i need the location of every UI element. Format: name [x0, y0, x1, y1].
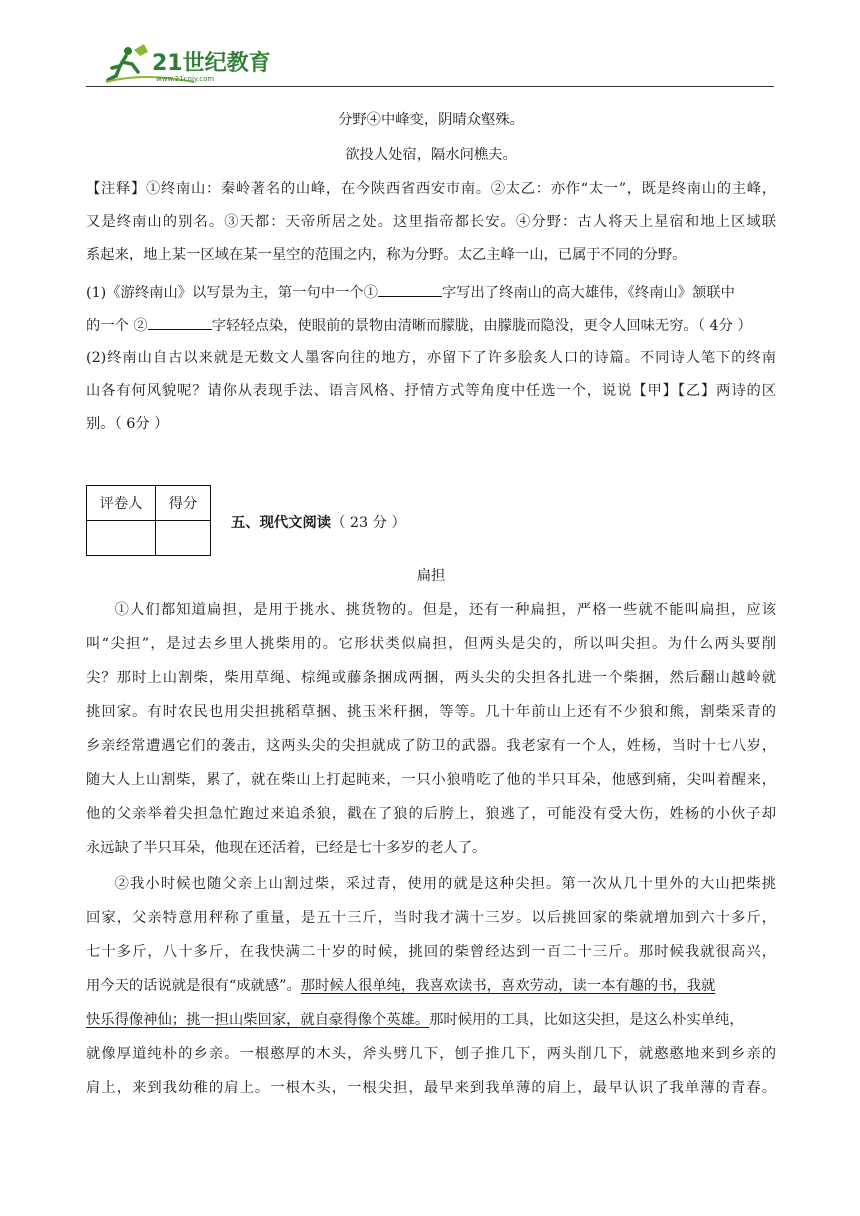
underlined-sentence: 那时候人很单纯，我喜欢读书，喜欢劳动，读一本有趣的书，我就: [300, 978, 716, 994]
paragraph-line: 挑回家。有时农民也用尖担挑稻草捆、挑玉米秆捆，等等。几十年前山上还有不少狼和熊，割柴采青的: [86, 704, 776, 720]
paragraph-line: 肩上，来到我幼稚的肩上。一根木头，一根尖担，最早来到我单薄的肩上，最早认识了我单薄的青春。: [86, 1080, 776, 1096]
section-title: 五、现代文阅读（ 23 分 ）: [231, 515, 406, 531]
question-1: (1)《游终南山》以写景为主，第一句中一个① 字写出了终南山的高大雄伟，《终南山》颔联中: [86, 282, 776, 303]
notes-line: 系起来，地上某一区域在某一星空的范围之内，称为分野。太乙主峰一山，已属于不同的分野。: [86, 247, 687, 263]
notes-line: 又是终南山的别名。③天都：天帝所居之处。这里指帝都长安。④分野：古人将天上星宿和地上区域联: [86, 214, 776, 230]
score-cell-grader[interactable]: [87, 521, 156, 556]
logo-url: www.21cnjy.com: [156, 75, 215, 83]
paragraph-line: 回家，父亲特意用秤称了重量，是五十三斤，当时我才满十三岁。以后挑回家的柴就增加到六十多斤，: [86, 910, 776, 926]
paragraph-line: 乡亲经常遭遇它们的袭击，这两头尖的尖担就成了防卫的武器。我老家有一个人，姓杨，当时十七八岁，: [86, 738, 776, 754]
underlined-sentence: 快乐得像神仙；挑一担山柴回家，就自豪得像个英雄。: [86, 1012, 430, 1028]
header-rule: [86, 86, 774, 87]
question-1-cont: 的一个 ② 字轻轻点染，使眼前的景物由清晰而朦胧，由朦胧而隐没，更令人回味无穷。（ 4分 ）: [86, 315, 776, 336]
paragraph-line: 用今天的话说就是很有“成就感”。那时候人很单纯，我喜欢读书，喜欢劳动，读一本有趣的书，我就: [86, 978, 716, 994]
logo: [104, 42, 280, 84]
paragraph-line: 他的父亲举着尖担急忙跑过来追杀狼，戳在了狼的后胯上，狼逃了，可能没有受大伤，姓杨的小伙子却: [86, 806, 776, 822]
section-points: （ 23 分 ）: [331, 515, 406, 531]
answer-blank-2[interactable]: [148, 315, 212, 330]
paragraph-line: 七十多斤，八十多斤，在我快满二十岁的时候，挑回的柴曾经达到一百二十三斤。那时候我就很高兴，: [86, 944, 776, 960]
question-2: (2)终南山自古以来就是无数文人墨客向往的地方，亦留下了许多脍炙人口的诗篇。不同诗人笔下的终南: [86, 350, 776, 366]
score-cell-score[interactable]: [156, 521, 211, 556]
paragraph-line: ①人们都知道扁担，是用于挑水、挑货物的。但是，还有一种扁担，严格一些就不能叫扁担，应该: [114, 602, 776, 618]
paragraph-line: 随大人上山割柴，累了，就在柴山上打起盹来，一只小狼啃吃了他的半只耳朵，他感到痛，尖叫着醒来，: [86, 772, 776, 788]
paragraph-line: 就像厚道纯朴的乡亲。一根憨厚的木头，斧头劈几下，刨子推几下，两头削几下，就憨憨地来到乡亲的: [86, 1046, 776, 1062]
score-table: [86, 485, 211, 556]
score-header-score: 得分: [156, 486, 211, 521]
question-2-cont: 山各有何风貌呢？请你从表现手法、语言风格、抒情方式等角度中任选一个，说说【甲】【乙】两诗的区: [86, 383, 776, 399]
article-title: 扁担: [416, 568, 446, 584]
score-header-grader: 评卷人: [87, 486, 156, 521]
notes-line: 【注释】①终南山：秦岭著名的山峰，在今陕西省西安市南。②太乙：亦作“太一”，既是终南山的主峰，: [86, 181, 776, 197]
answer-blank-1[interactable]: [378, 282, 442, 297]
paragraph-line: 永远缺了半只耳朵，他现在还活着，已经是七十多岁的老人了。: [86, 840, 487, 856]
poem-line: 欲投人处宿，隔水问樵夫。: [345, 147, 517, 163]
question-2-cont: 别。（ 6分 ）: [86, 416, 169, 432]
logo-text: 21世纪教育: [152, 51, 271, 76]
paragraph-line: 叫“尖担”，是过去乡里人挑柴用的。它形状类似扁担，但两头是尖的，所以叫尖担。为什么两头要削: [86, 636, 776, 652]
paragraph-line: 尖？那时上山割柴，柴用草绳、棕绳或藤条捆成两捆，两头尖的尖担各扎进一个柴捆，然后翻山越岭就: [86, 670, 776, 686]
paragraph-line: ②我小时候也随父亲上山割过柴，采过青，使用的就是这种尖担。第一次从几十里外的大山把柴挑: [114, 876, 776, 892]
paragraph-line: 快乐得像神仙；挑一担山柴回家，就自豪得像个英雄。那时候用的工具，比如这尖担，是这么朴实单纯，: [86, 1012, 744, 1028]
poem-line: 分野④中峰变，阴晴众壑殊。: [338, 112, 524, 128]
